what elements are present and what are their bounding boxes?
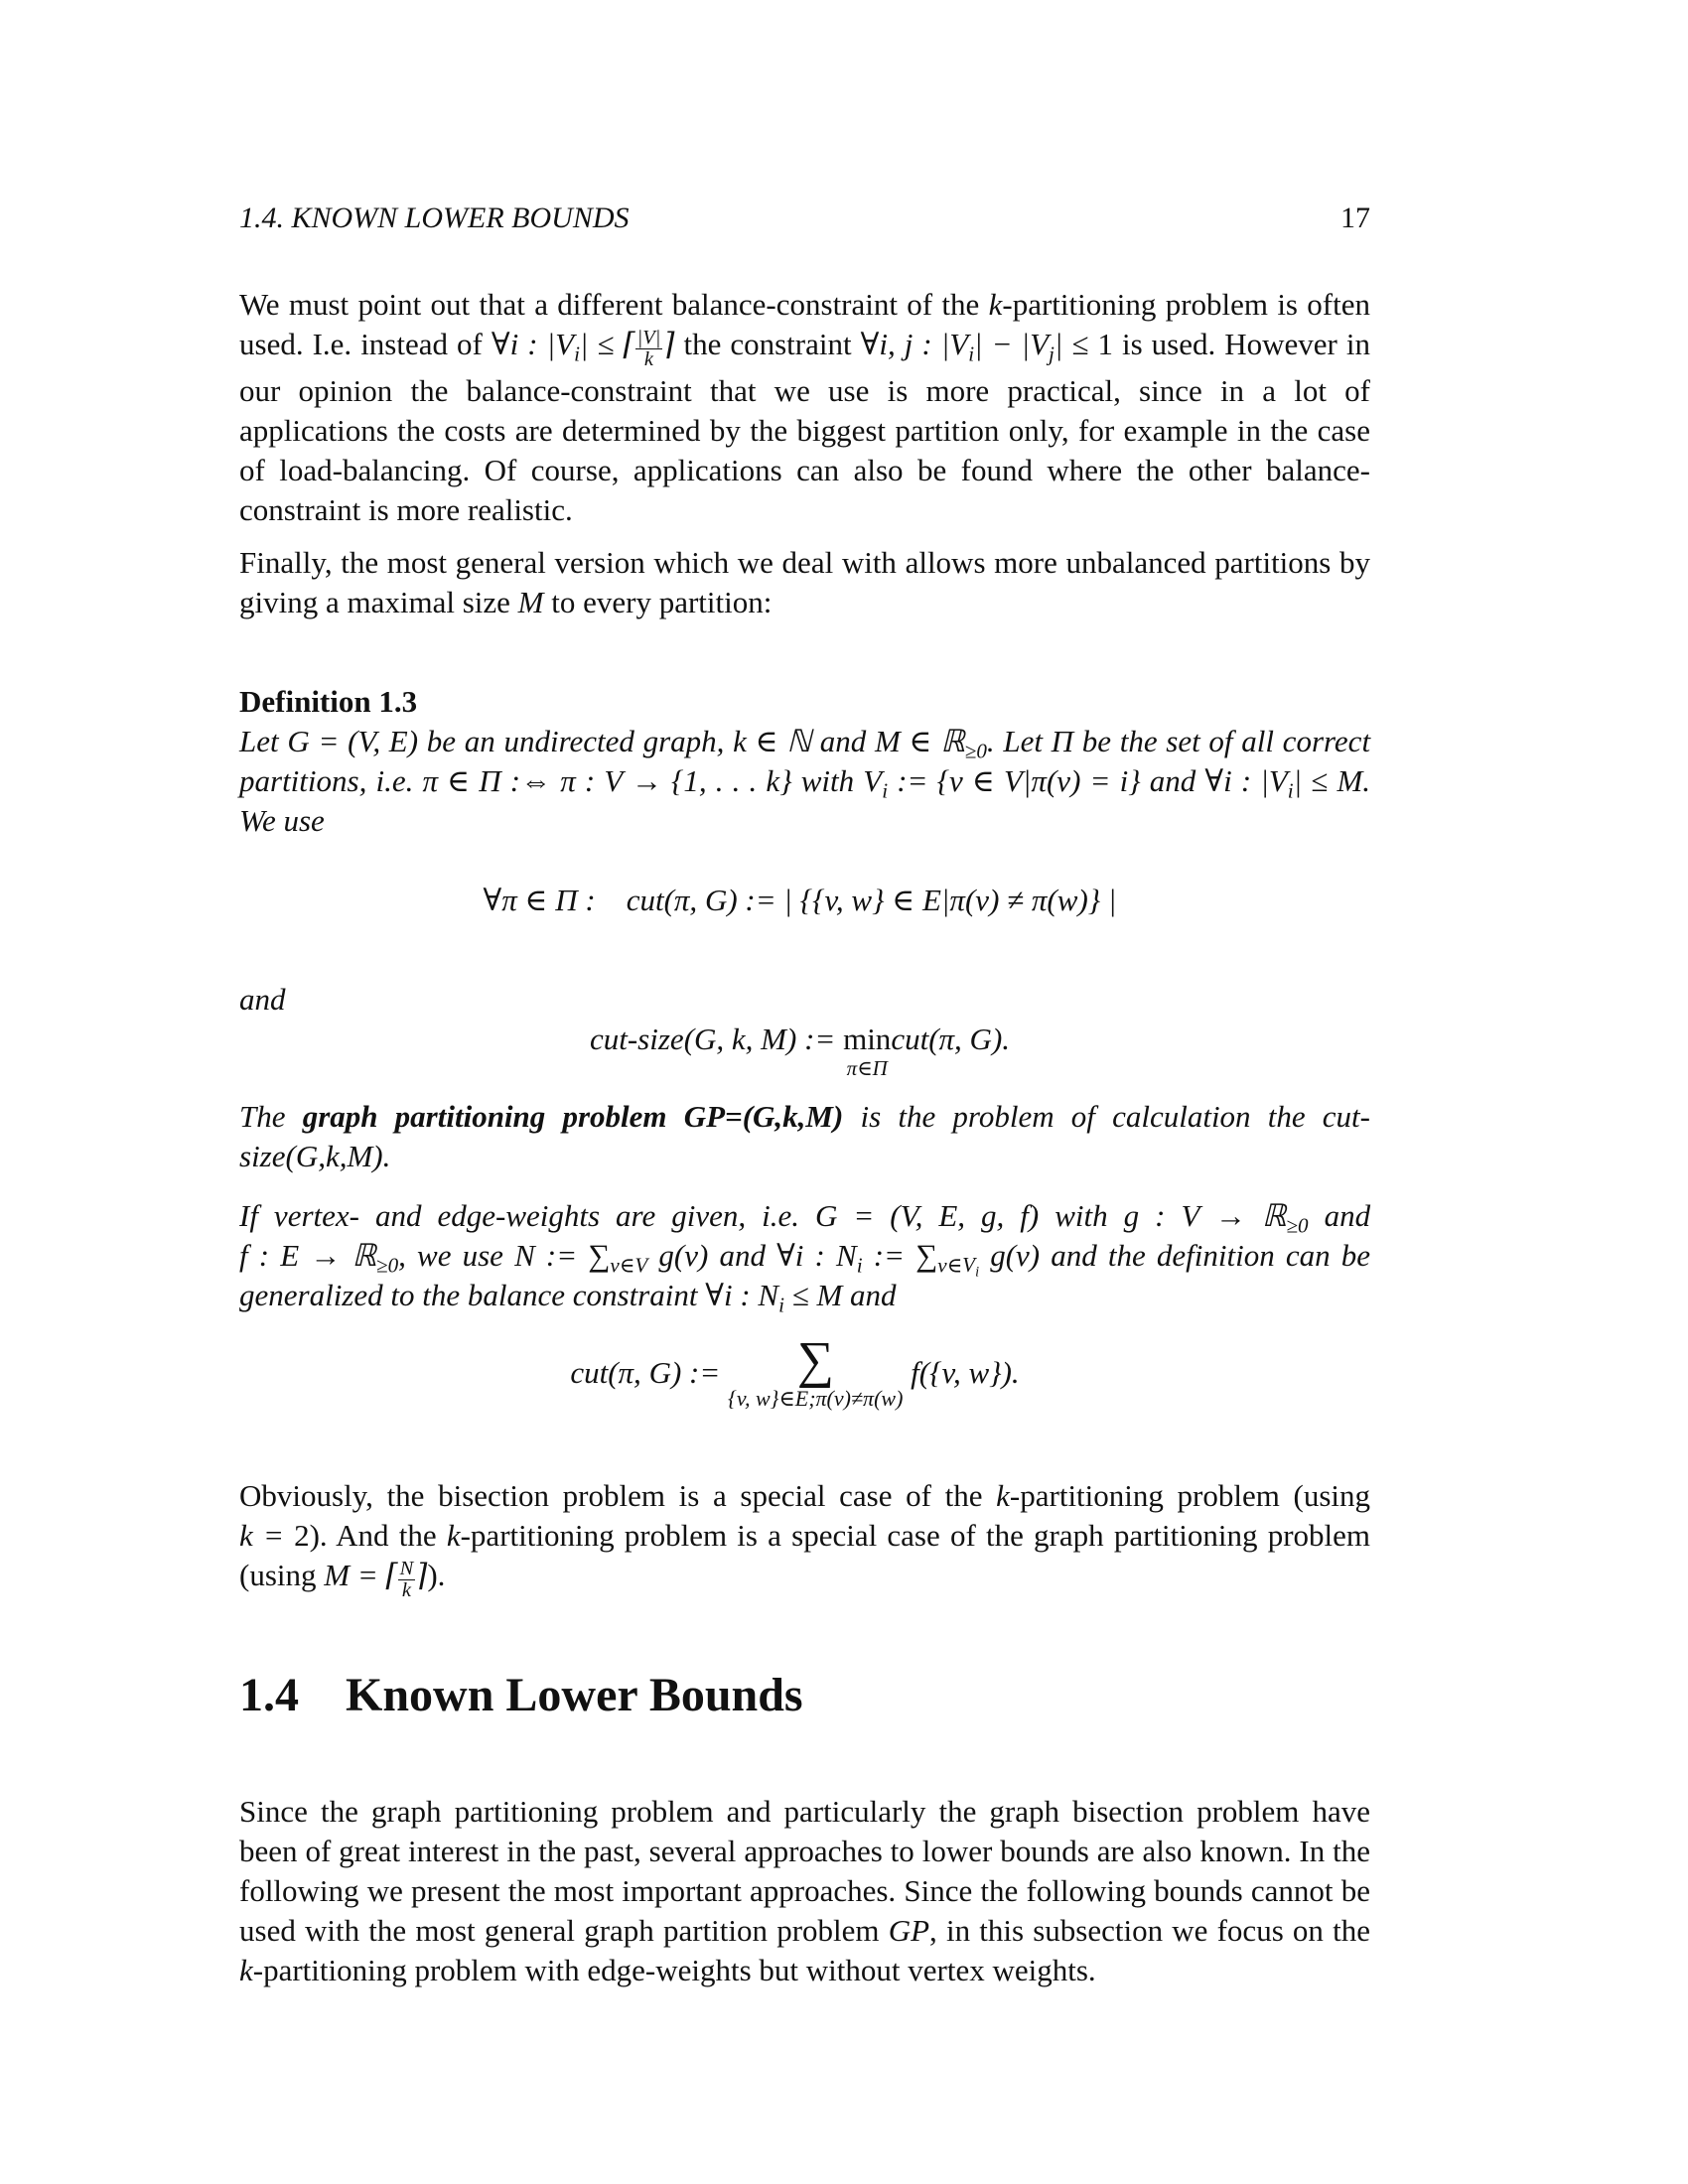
section-number: 1.4 [239, 1669, 299, 1721]
paragraph-lower-bounds: Since the graph partitioning problem and particularly the graph bisection problem have been of great interest in the past, several approaches to lower bounds are also known. In the following we present the most important approaches. Since the following bounds cannot be used with the most general graph partition problem GP, in this subsection we focus on the k-partitioning problem with edge-weights but without vertex weights. [239, 1794, 1370, 1987]
section-title: Known Lower Bounds [346, 1669, 803, 1721]
section-heading [239, 1668, 1370, 1723]
formula-balance: ∀i : $|V_i|$ ≤ ⌈ $\frac{|V|}{k}$ ⌉ [491, 326, 675, 371]
formula-cut: ∀π ∈ Π : cut(π, G) := | {{v, w} ∈ E|π(v) ≠ π(w)} | [483, 883, 1117, 917]
definition-gp: The graph partitioning problem GP=(G,k,M) is the problem of calculation the cut-size(G,k,M). [239, 1099, 1370, 1173]
definition-and: and [239, 982, 286, 1017]
formula-alt-balance: ∀i, j : $|V_i| - |V_j| \le 1$ [860, 327, 1113, 366]
page-number: 17 [1340, 202, 1370, 234]
running-header [239, 199, 1370, 238]
definition-weights: If vertex- and edge-weights are given, i.e. G = (V, E, g, f) with g : V → ℝ$_{\ge 0}$ and f : E → ℝ$_{\ge 0}$, we use N := $\sum_{v\in V}$ g(v) and ∀i : $N_i$ := $\sum_{v\in V_i}$ g(v) and the definition can be generalized to the balance constraint ∀i : $N_i \le M$ and [239, 1198, 1371, 1317]
definition-title: Definition 1.3 [239, 684, 418, 719]
paragraph-balance-constraint: We must point out that a different balance-constraint of the k-partitioning problem is often used. I.e. instead of ∀i : $|V_i|$ ≤ ⌈ $\frac{|V|}{k}$ ⌉ the constraint ∀i, j : $|V_i| - |V_j| \le 1$ is used. However in our opinion the balance-constraint that we use is more practical, since in a lot of applications the costs are determined by the biggest partition only, for example in the case of load-balancing. Of course, applications can also be found where the other balance-constraint is more realistic. [239, 287, 1371, 527]
paragraph-special-cases: Obviously, the bisection problem is a special case of the k-partitioning problem (using k = 2). And the k-partitioning problem is a special case of the graph partitioning problem (using M = ⌈ $\frac{N}{k}$ ⌉). [239, 1478, 1371, 1602]
paragraph-general-version: Finally, the most general version which we deal with allows more unbalanced partitions by giving a maximal size M to every partition: [239, 545, 1370, 619]
definition-body: Let G = (V, E) be an undirected graph, k ∈ ℕ and M ∈ ℝ$_{\ge 0}$. Let Π be the set of all correct partitions, i.e. π ∈ Π :⇔ π : V → {1, . . . k} with $V_i$ := {v ∈ V|π(v) = i} and ∀i : $|V_i| \le M$. We use [239, 724, 1371, 838]
running-title: 1.4. KNOWN LOWER BOUNDS [239, 202, 630, 234]
formula-weighted-cut: cut(π, G) := ∑ {v, w}∈E;π(v)≠π(w) f({v, w}). [570, 1332, 1020, 1411]
formula-cut-size: cut-size(G, k, M) := min π∈Π cut(π, G). [589, 1022, 1011, 1080]
